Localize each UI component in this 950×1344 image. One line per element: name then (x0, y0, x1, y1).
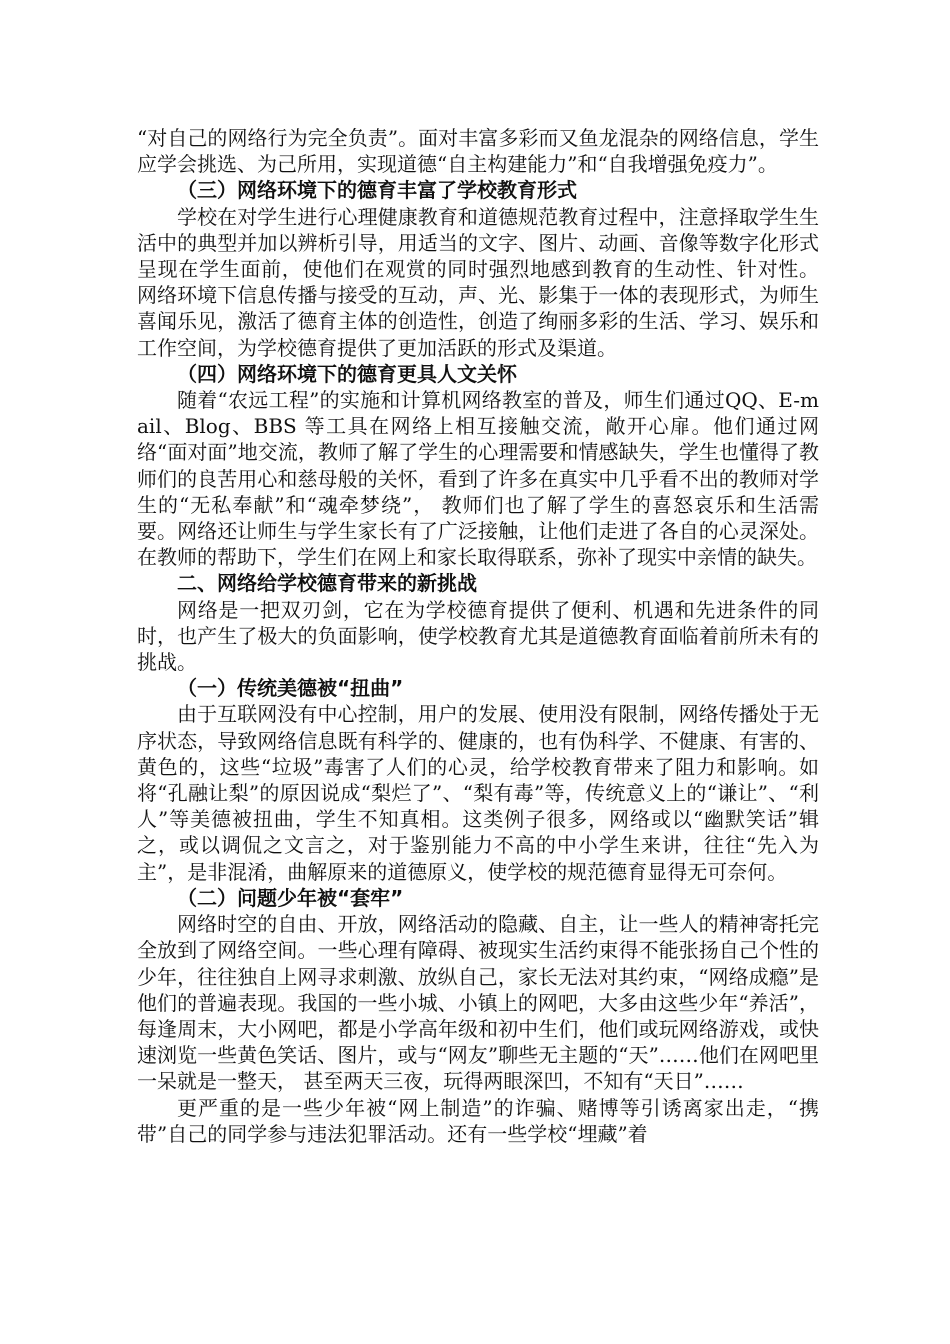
paragraph: 随着“农远工程”的实施和计算机网络教室的普及，师生们通过QQ、E-mail、Blog、BBS 等工具在网络上相互接触交流，敞开心扉。他们通过网络“面对面”地交流，教师了解了学生的心理需要和情感缺失，学生也懂得了教师们的良苦用心和慈母般的关怀，看到了许多在真实中几乎看不出的教师对学生的“无私奉献”和“魂牵梦绕”， 教师们也了解了学生的喜怒哀乐和生活需要。网络还让师生与学生家长有了广泛接触，让他们走进了各自的心灵深处。在教师的帮助下，学生们在网上和家长取得联系，弥补了现实中亲情的缺失。 (137, 388, 819, 570)
paragraph: 学校在对学生进行心理健康教育和道德规范教育过程中，注意择取学生生活中的典型并加以辨析引导，用适当的文字、图片、动画、音像等数字化形式呈现在学生面前，使他们在观赏的同时强烈地感到教育的生动性、针对性。 网络环境下信息传播与接受的互动，声、光、影集于一体的表现形式，为师生喜闻乐见，激活了德育主体的创造性，创造了绚丽多彩的生活、学习、娱乐和工作空间，为学校德育提供了更加活跃的形式及渠道。 (137, 204, 819, 360)
paragraph: 更严重的是一些少年被“网上制造”的诈骗、赌博等引诱离家出走，“携带”自己的同学参与违法犯罪活动。还有一些学校“埋藏”着 (137, 1095, 819, 1146)
paragraph: 由于互联网没有中心控制，用户的发展、使用没有限制，网络传播处于无序状态，导致网络信息既有科学的、健康的，也有伪科学、不健康、有害的、黄色的，这些“垃圾”毒害了人们的心灵，给学校教育带来了阻力和影响。如将“孔融让梨”的原因说成“梨烂了”、“梨有毒”等，传统意义上的“谦让”、“利人”等美德被扭曲，学生不知真相。这类例子很多，网络或以“幽默笑话”辑之，或以调侃之文言之，对于鉴别能力不高的中小学生来讲，往往“先入为主”，是非混淆，曲解原来的道德原义，使学校的规范德育显得无可奈何。 (137, 702, 819, 884)
section-heading: （三）网络环境下的德育丰富了学校教育形式 (177, 178, 577, 203)
section-heading: （一）传统美德被“扭曲” (177, 676, 404, 701)
paragraph: “对自己的网络行为完全负责”。面对丰富多彩而又鱼龙混杂的网络信息，学生应学会挑选、为己所用，实现道德“自主构建能力”和“自我增强免疫力”。 (137, 126, 819, 177)
document-page (137, 125, 819, 1147)
section-heading: （二）问题少年被“套牢” (177, 885, 404, 910)
section-heading: 二、网络给学校德育带来的新挑战 (177, 571, 477, 596)
paragraph: 网络时空的自由、开放，网络活动的隐藏、自主，让一些人的精神寄托完全放到了网络空间。一些心理有障碍、被现实生活约束得不能张扬自己个性的少年，往往独自上网寻求刺激、放纵自己，家长无法对其约束，“网络成瘾”是他们的普遍表现。我国的一些小城、小镇上的网吧，大多由这些少年“养活”，每逢周末，大小网吧，都是小学高年级和初中生们，他们或玩网络游戏，或快速浏览一些黄色笑话、图片，或与“网友”聊些无主题的“天”……他们在网吧里一呆就是一整天， 甚至两天三夜，玩得两眼深凹，不知有“天日”…… (137, 912, 819, 1094)
section-heading: （四）网络环境下的德育更具人文关怀 (177, 361, 517, 386)
paragraph: 网络是一把双刃剑，它在为学校德育提供了便利、机遇和先进条件的同时，也产生了极大的负面影响，使学校教育尤其是道德教育面临着前所未有的挑战。 (137, 597, 819, 675)
